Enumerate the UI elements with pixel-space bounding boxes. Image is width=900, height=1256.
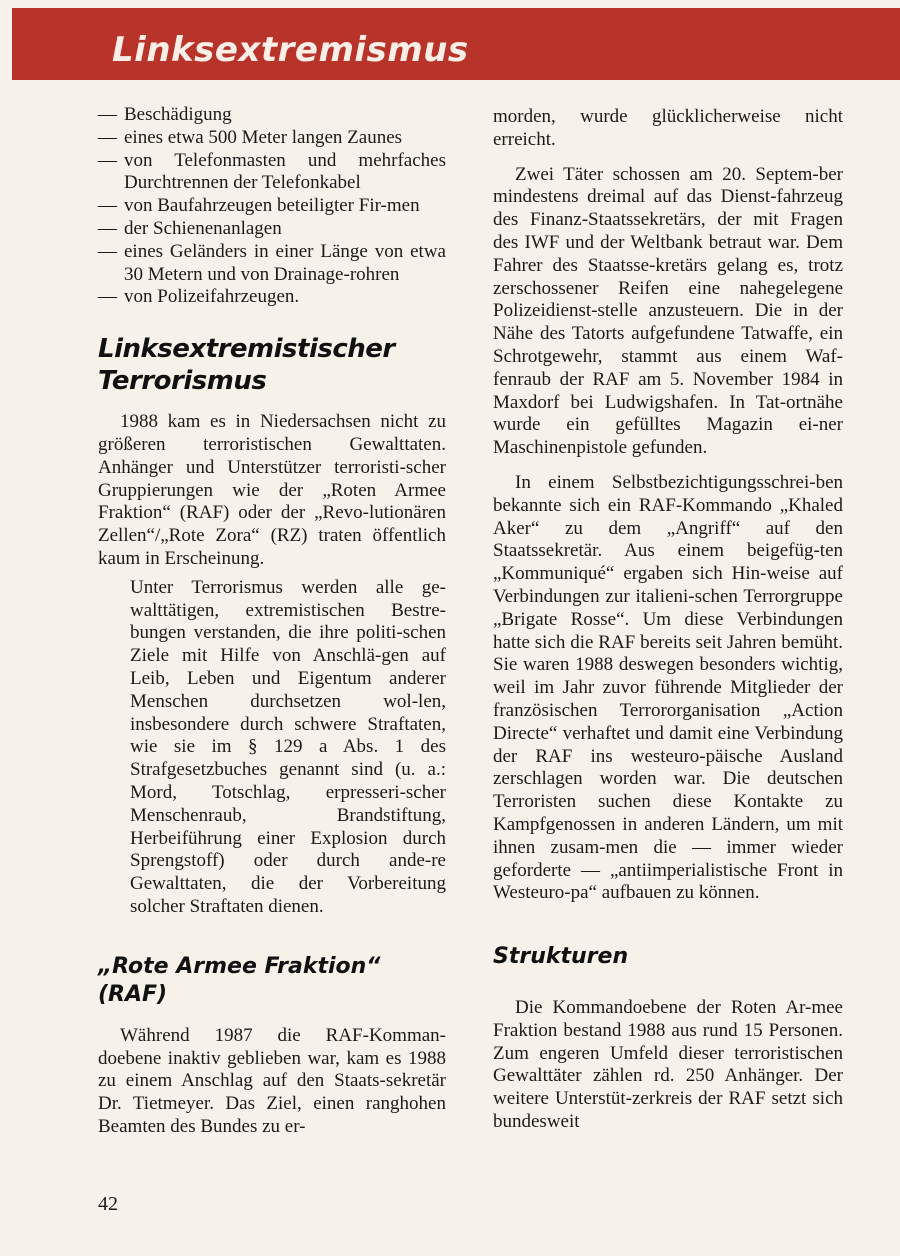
section-heading-raf bbox=[98, 953, 446, 1009]
list-item: — eines Geländers in einer Länge von etwa 30 Metern und von Drainage-rohren bbox=[98, 241, 446, 287]
list-item: — Beschädigung bbox=[98, 104, 446, 127]
heading-line: Terrorismus bbox=[98, 366, 267, 397]
chapter-title: Linksextremismus bbox=[112, 30, 469, 70]
list-item: — von Polizeifahrzeugen. bbox=[98, 286, 446, 309]
list-item: — der Schienenanlagen bbox=[98, 218, 446, 241]
paragraph-raf: Während 1987 die RAF-Komman-doebene inaktiv geblieben war, kam es 1988 zu einem Anschlag auf den Staats-sekretär Dr. Tietmeyer. Das Ziel, einen ranghohen Beamten des Bundes zu er- bbox=[98, 1024, 446, 1137]
damage-list bbox=[98, 104, 446, 309]
terrorism-definition: Unter Terrorismus werden alle ge-walttätigen, extremistischen Bestre-bungen verstanden, die ihre politi-schen Ziele mit Hilfe von Anschlä-gen auf Leib, Leben und Eigentum anderer Menschen durchsetzen wol-len, insbesondere durch schwere Straftaten, wie sie im § 129 a Abs. 1 des Strafgesetzbuches genannt sind (u. a.: Mord, Totschlag, erpresseri-scher Menschenraub, Brandstiftung, Herbeiführung einer Explosion durch Sprengstoff) oder durch ande-re Gewalttaten, die der Vorbereitung solcher Straftaten dienen. bbox=[130, 576, 446, 917]
heading-line: (RAF) bbox=[98, 981, 168, 1007]
header-banner bbox=[12, 8, 900, 80]
left-column bbox=[98, 104, 446, 1139]
right-column bbox=[493, 106, 843, 1134]
paragraph-commando: In einem Selbstbezichtigungsschrei-ben bekannte sich ein RAF-Kommando „Khaled Aker“ zu dem „Angriff“ auf den Staatssekretär. Aus einem beigefüg-ten „Kommuniqué“ ergaben sich Hin-weise auf Verbindungen zur italieni-schen Terrorgruppe „Brigate Rosse“. Um diese Verbindungen hatte sich die RAF bereits seit Jahren bemüht. Sie waren 1988 deswegen besonders wichtig, weil im Jahr zuvor führende Mitglieder der französischen Terrororganisation „Action Directe“ verhaftet und damit eine Verbindung der RAF ins westeuro-päische Ausland zerschlagen worden war. Die deutschen Terroristen suchen diese Kontakte zu Kampfgenossen in anderen Ländern, um mit ihnen zusam-men die — immer wieder geforderte — „antiimperialistische Front in Westeuro-pa“ aufbauen zu können. bbox=[493, 471, 843, 904]
list-item: — von Baufahrzeugen beteiligter Fir-men bbox=[98, 195, 446, 218]
section-heading-terrorism bbox=[98, 333, 446, 397]
list-item: — eines etwa 500 Meter langen Zaunes bbox=[98, 127, 446, 150]
heading-line: „Rote Armee Fraktion“ bbox=[98, 953, 381, 979]
heading-line: Linksextremistischer bbox=[98, 334, 395, 365]
paragraph-1988: 1988 kam es in Niedersachsen nicht zu größeren terroristischen Gewalttaten. Anhänger und Unterstützer terroristi-scher Gruppierungen wie der „Roten Armee Fraktion“ (RAF) oder der „Revo-lutionären Zellen“/„Rote Zora“ (RZ) traten öffentlich kaum in Erscheinung. bbox=[98, 411, 446, 569]
paragraph-continuation: morden, wurde glücklicherweise nicht erreicht. bbox=[493, 106, 843, 150]
section-heading-structures: Strukturen bbox=[493, 944, 629, 970]
paragraph-structures: Die Kommandoebene der Roten Ar-mee Fraktion bestand 1988 aus rund 15 Personen. Zum engeren Umfeld dieser terroristischen Gewalttäter zählen rd. 250 Anhänger. Der weitere Unterstüt-zerkreis der RAF setzt sich bundesweit bbox=[493, 997, 843, 1133]
page-number: 42 bbox=[98, 1193, 118, 1215]
paragraph-shots: Zwei Täter schossen am 20. Septem-ber mindestens dreimal auf das Dienst-fahrzeug des Finanz-Staatssekretärs, der mit Fragen des IWF und der Weltbank betraut war. Dem Fahrer des Staatsse-kretärs gelang es, trotz zerschossener Reifen eine nahegelegene Polizeidienst-stelle anzusteuern. Die in der Nähe des Tatorts aufgefundene Tatwaffe, ein Schrotgewehr, stammt aus einem Waf-fenraub der RAF am 5. November 1984 in Maxdorf bei Ludwigshafen. In Tat-ortnähe wurde ein gefülltes Magazin ei-ner Maschinenpistole gefunden. bbox=[493, 163, 843, 459]
list-item: — von Telefonmasten und mehrfaches Durchtrennen der Telefonkabel bbox=[98, 150, 446, 196]
